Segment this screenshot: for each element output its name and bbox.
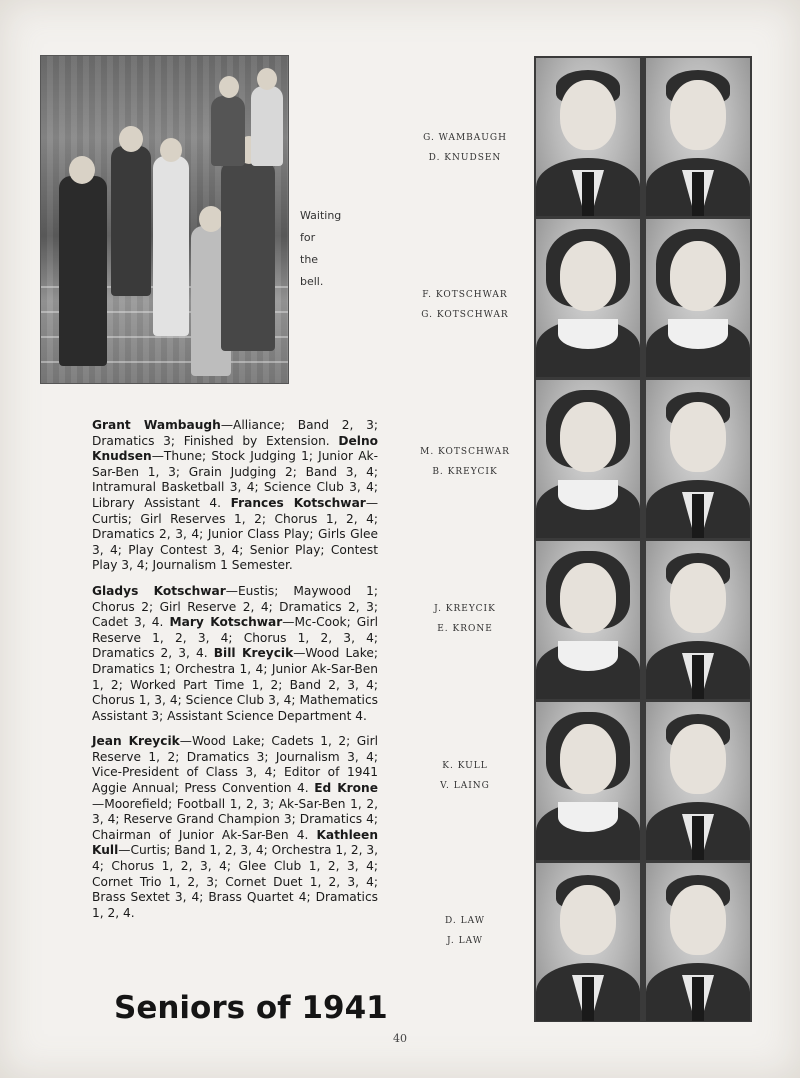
portrait-name-left: K. KULL — [442, 761, 488, 771]
student-name: Kathleen Kull — [92, 827, 378, 858]
portrait-j-law — [646, 863, 750, 1021]
page-title: Seniors of 1941 — [114, 990, 388, 1026]
portrait-name-right: J. LAW — [447, 936, 483, 946]
portrait-name-left: M. KOTSCHWAR — [420, 447, 510, 457]
portrait-f-kotschwar — [536, 219, 640, 377]
caption-line: for — [300, 231, 316, 244]
student-activities: —Alliance; Band 2, 3; Dramatics 3; Finished by Extension. — [92, 418, 378, 448]
student-activities: —Wood Lake; Dramatics 1; Orchestra 1, 4; Junior Ak-Sar-Ben 1, 2; Worked Part Time 1, 2; Band 2, 3, 4; Chorus 1, 3, 4; Science Club 3, 4; Mathematics Assistant 3; Assistant Science Department 4. — [92, 646, 378, 723]
portrait-name-right: V. LAING — [440, 781, 490, 791]
portrait-name-right: G. KOTSCHWAR — [421, 310, 509, 320]
portrait-name-right: B. KREYCIK — [432, 467, 498, 477]
portrait-names-row-3 — [405, 442, 525, 482]
student-name: Mary Kotschwar — [169, 615, 283, 630]
student-activities: —Thune; Stock Judging 1; Junior Ak-Sar-Ben 1, 3; Grain Judging 2; Band 3, 4; Intramural Basketball 3, 4; Science Club 3, 4; Library Assistant 4. — [92, 449, 378, 510]
portrait-knudsen — [646, 58, 750, 216]
portrait-wambaugh — [536, 58, 640, 216]
student-name: Bill Kreycik — [213, 646, 294, 661]
portrait-kull — [536, 702, 640, 860]
portrait-g-kotschwar — [646, 219, 750, 377]
portrait-name-left: G. WAMBAUGH — [423, 133, 507, 143]
portrait-names-row-5 — [405, 756, 525, 796]
student-activities: —Wood Lake; Cadets 1, 2; Girl Reserve 1, 2; Dramatics 3; Journalism 3, 4; Vice-President of Class 3, 4; Editor of 1941 Aggie Annual; Press Convention 4. — [92, 734, 378, 796]
caption-line: the — [300, 253, 319, 266]
biography-paragraph — [92, 734, 378, 921]
group-photo-caption — [300, 205, 370, 293]
portrait-names-row-6 — [405, 911, 525, 951]
portrait-name-left: D. LAW — [445, 916, 485, 926]
student-activities: —Eustis; Maywood 1; Chorus 2; Girl Reserve 2, 4; Dramatics 2, 3; Cadet 3, 4. — [92, 583, 378, 630]
portrait-name-right: E. KRONE — [437, 624, 493, 634]
group-photo — [40, 55, 289, 384]
student-name: Frances Kotschwar — [230, 495, 366, 510]
portrait-names-row-1 — [405, 128, 525, 168]
portrait-names-row-4 — [405, 599, 525, 639]
biography-paragraph — [92, 418, 378, 574]
student-activities: —Mc-Cook; Girl Reserve 1, 2, 3, 4; Chorus 1, 2, 3, 4; Dramatics 2, 3, 4. — [92, 615, 378, 661]
portrait-name-left: J. KREYCIK — [434, 604, 496, 614]
portrait-krone — [646, 541, 750, 699]
portrait-b-kreycik — [646, 380, 750, 538]
student-name: Gladys Kotschwar — [92, 583, 226, 598]
portrait-laing — [646, 702, 750, 860]
portrait-m-kotschwar — [536, 380, 640, 538]
portrait-name-left: F. KOTSCHWAR — [422, 290, 508, 300]
portrait-j-kreycik — [536, 541, 640, 699]
portrait-column — [534, 56, 752, 1022]
student-activities: —Moorefield; Football 1, 2, 3; Ak-Sar-Ben 1, 2, 3, 4; Reserve Grand Champion 3; Dramatics 4; Chairman of Junior Ak-Sar-Ben 4. — [92, 796, 378, 842]
student-name: Grant Wambaugh — [92, 418, 221, 432]
biography-paragraph — [92, 584, 378, 724]
student-name: Jean Kreycik — [92, 734, 180, 749]
caption-line: bell. — [300, 275, 324, 288]
page-number: 40 — [393, 1032, 407, 1045]
portrait-d-law — [536, 863, 640, 1021]
senior-biographies — [92, 418, 378, 931]
student-name: Ed Krone — [314, 781, 378, 796]
student-name: Delno Knudsen — [92, 433, 378, 464]
caption-line: Waiting — [300, 209, 342, 222]
student-activities: —Curtis; Band 1, 2, 3, 4; Orchestra 1, 2, 3, 4; Chorus 1, 2, 3, 4; Glee Club 1, 2, 3, 4; Cornet Trio 1, 2, 3; Cornet Duet 1, 2, 3, 4; Brass Sextet 3, 4; Brass Quartet 4; Dramatics 1, 2, 4. — [92, 843, 378, 920]
student-activities: —Curtis; Girl Reserves 1, 2; Chorus 1, 2, 4; Dramatics 2, 3, 4; Junior Class Play; Girls Glee 3, 4; Play Contest 3, 4; Senior Play; Contest Play 3, 4; Journalism 1 Semester. — [92, 495, 378, 573]
portrait-name-right: D. KNUDSEN — [428, 153, 502, 163]
portrait-names-row-2 — [405, 285, 525, 325]
